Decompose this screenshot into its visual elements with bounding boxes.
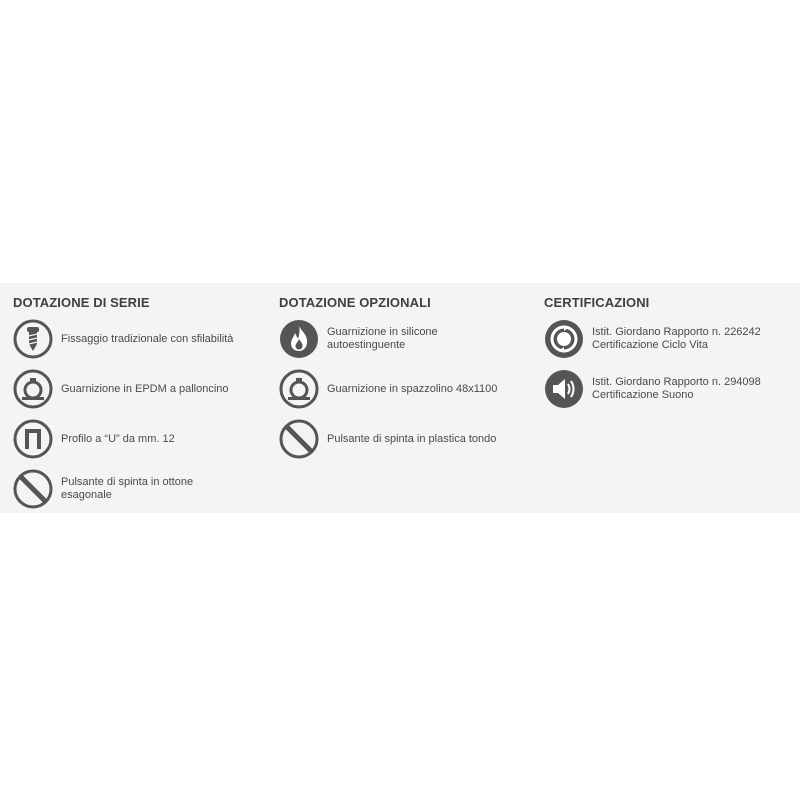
screw-icon [13,319,53,359]
life-cycle-icon [544,319,584,359]
section-optional-equipment [279,295,539,469]
list-item [13,469,273,519]
item-text: Guarnizione in spazzolino 48x1100 [327,382,498,395]
item-text: autoestinguente [327,339,406,351]
list-item [544,369,800,419]
item-text: Istit. Giordano Rapporto n. 226242 [592,326,761,338]
item-text: Pulsante di spinta in plastica tondo [327,432,497,445]
round-push-button-icon [279,419,319,459]
sound-icon [544,369,584,409]
balloon-gasket-icon [13,369,53,409]
item-text: Certificazione Suono [592,389,694,401]
section-title: DOTAZIONE OPZIONALI [279,295,431,310]
flame-icon [279,319,319,359]
list-item [13,419,273,469]
list-item [13,319,273,369]
list-item [279,319,539,369]
u-profile-icon [13,419,53,459]
item-text: Istit. Giordano Rapporto n. 294098 [592,376,761,388]
item-text: Guarnizione in EPDM a palloncino [61,382,229,395]
section-standard-equipment [13,295,273,519]
list-item [544,319,800,369]
item-text: Pulsante di spinta in ottone [61,476,194,488]
section-certifications [544,295,800,419]
section-title: CERTIFICAZIONI [544,295,650,310]
section-title: DOTAZIONE DI SERIE [13,295,150,310]
brush-gasket-icon [279,369,319,409]
item-text: Fissaggio tradizionale con sfilabilità [61,332,234,345]
item-text: esagonale [61,489,112,501]
item-text: Certificazione Ciclo Vita [592,339,708,351]
item-text: Profilo a “U” da mm. 12 [61,432,175,445]
list-item [279,369,539,419]
hexagonal-push-button-icon [13,469,53,509]
list-item [279,419,539,469]
list-item [13,369,273,419]
item-text: Guarnizione in silicone [327,326,438,338]
